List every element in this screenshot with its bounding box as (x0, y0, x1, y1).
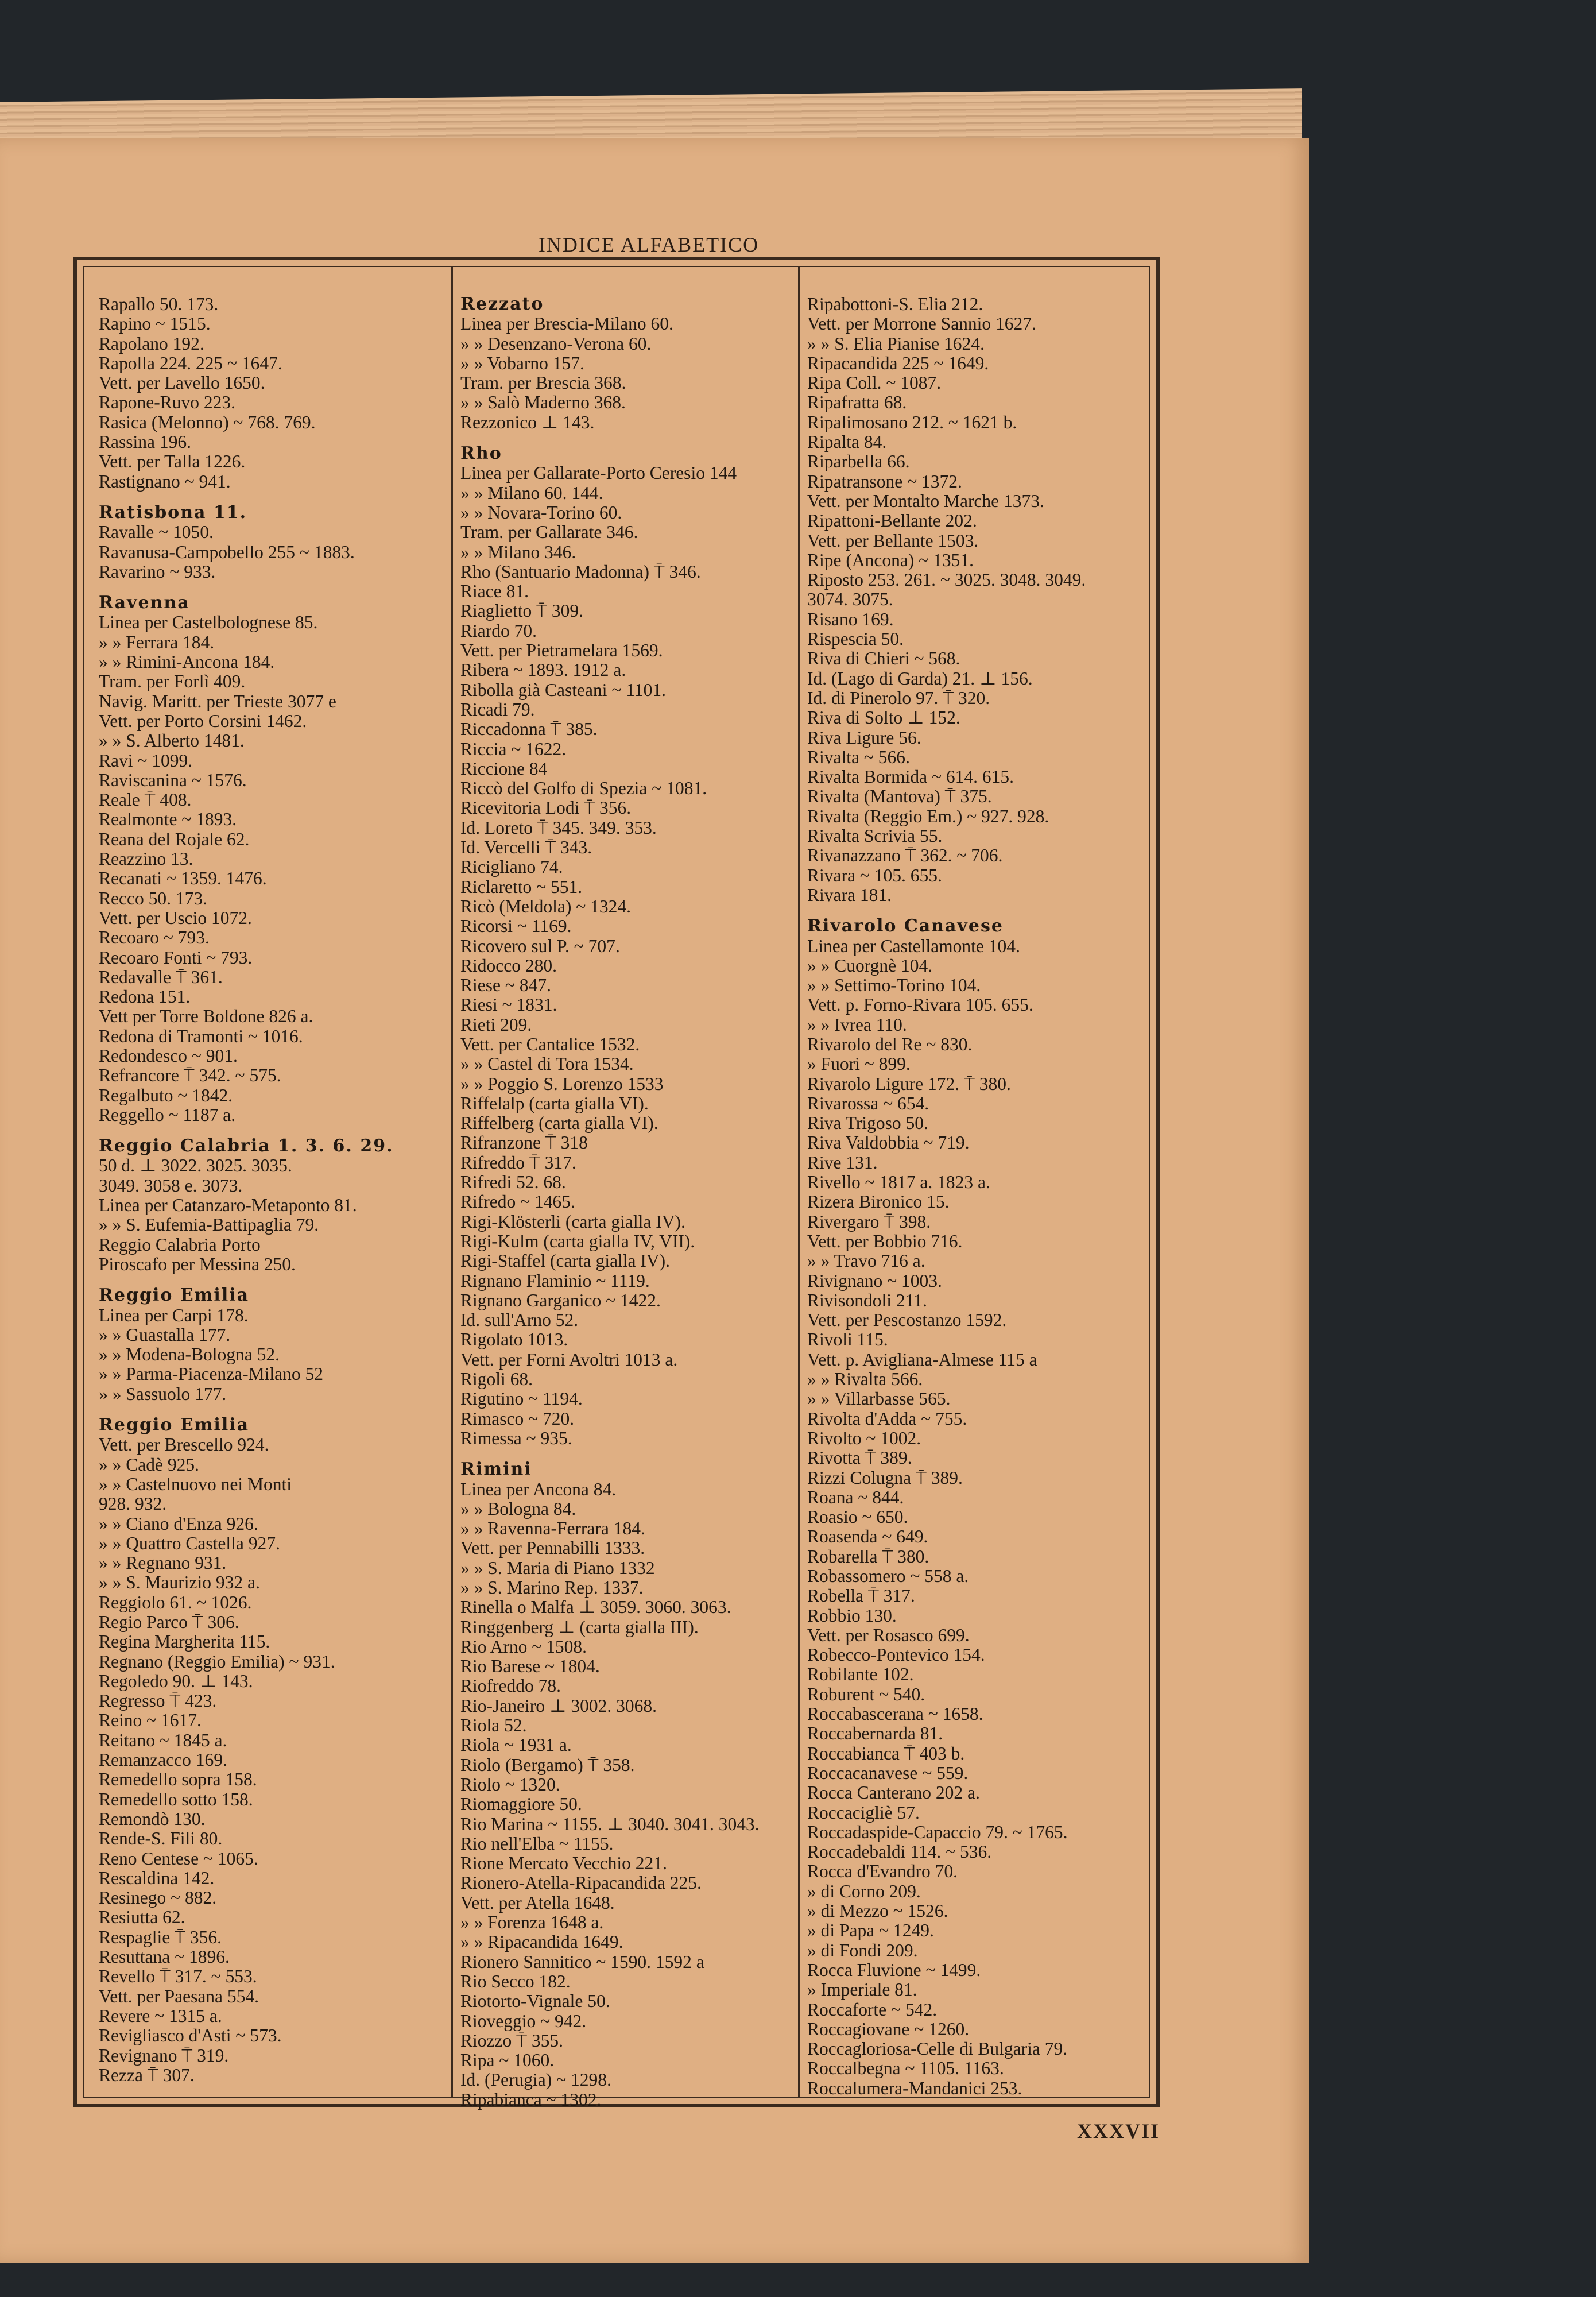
index-entry: Robassomero ~ 558 a. (807, 1566, 969, 1586)
index-entry: » di Papa ~ 1249. (807, 1920, 934, 1941)
index-entry: Vett. per Rosasco 699. (807, 1625, 970, 1645)
index-entry: Rezzonico ⊥ 143. (460, 412, 595, 432)
index-entry: Roccadaspide-Capaccio 79. ~ 1765. (807, 1822, 1068, 1842)
index-entry: » » Ferrara 184. (99, 632, 215, 652)
index-entry: » » Desenzano-Verona 60. (460, 333, 652, 354)
index-entry: Resuttana ~ 1896. (99, 1947, 230, 1967)
index-entry: Reggello ~ 1187 a. (99, 1104, 236, 1125)
index-entry: Ratisbona 11. (99, 502, 247, 523)
index-entry: Tram. per Forlì 409. (99, 671, 246, 692)
index-entry: Riparbella 66. (807, 451, 910, 472)
index-entry: Linea per Gallarate-Porto Ceresio 144 (460, 463, 737, 484)
index-entry: Ricò (Meldola) ~ 1324. (460, 896, 631, 917)
index-entry: Riozzo ⍑ 355. (460, 2030, 563, 2051)
index-entry: Rifredo ~ 1465. (460, 1192, 575, 1212)
index-entry: Rio Barese ~ 1804. (460, 1656, 600, 1677)
index-entry: Riccò del Golfo di Spezia ~ 1081. (460, 778, 707, 799)
index-entry: Revello ⍑ 317. ~ 553. (99, 1966, 257, 1987)
index-entry: » » Quattro Castella 927. (99, 1533, 280, 1553)
index-entry: Vett. per Forni Avoltri 1013 a. (460, 1349, 678, 1370)
index-entry: Vett. per Morrone Sannio 1627. (807, 314, 1036, 334)
index-entry: Roccacanavese ~ 559. (807, 1762, 969, 1783)
index-entry: Robella ⍑ 317. (807, 1586, 915, 1606)
index-entry: Ribolla già Casteani ~ 1101. (460, 679, 666, 700)
index-entry (807, 905, 1157, 917)
index-entry: Rispescia 50. (807, 629, 904, 649)
index-entry: » » Forenza 1648 a. (460, 1912, 604, 1933)
index-entry: Realmonte ~ 1893. (99, 809, 237, 830)
index-entry: Riomaggiore 50. (460, 1794, 582, 1815)
index-entry: » di Fondi 209. (807, 1940, 918, 1960)
index-entry: Reino ~ 1617. (99, 1710, 202, 1731)
index-entry: Rigoli 68. (460, 1369, 533, 1390)
index-entry: 928. 932. (99, 1494, 167, 1514)
index-entry: Rivalta (Reggio Em.) ~ 927. 928. (807, 806, 1049, 826)
index-entry: » » Villarbasse 565. (807, 1389, 951, 1409)
index-entry: Remanzacco 169. (99, 1750, 227, 1770)
index-entry: Resiutta 62. (99, 1907, 185, 1928)
index-entry: Reana del Rojale 62. (99, 829, 250, 849)
index-entry: Vett. per Lavello 1650. (99, 373, 265, 393)
index-entry: Ripa ~ 1060. (460, 2050, 555, 2071)
index-entry: Riccadonna ⍑ 385. (460, 719, 598, 740)
index-entry: Roccalbegna ~ 1105. 1163. (807, 2058, 1004, 2079)
index-entry: » » Salò Maderno 368. (460, 392, 626, 413)
index-entry: Ricigliano 74. (460, 857, 563, 877)
index-entry: Rio Secco 182. (460, 1971, 571, 1991)
index-entry: Riofreddo 78. (460, 1676, 561, 1696)
index-entry: Regio Parco ⍑ 306. (99, 1612, 239, 1632)
index-entry: Remedello sotto 158. (99, 1789, 253, 1809)
index-entry: Recco 50. 173. (99, 888, 207, 908)
index-entry: Ravalle ~ 1050. (99, 522, 214, 543)
index-entry: Riesi ~ 1831. (460, 995, 557, 1015)
index-entry: Vett. per Atella 1648. (460, 1892, 615, 1913)
index-entry: Tram. per Gallarate 346. (460, 522, 638, 543)
index-entry: Id. sull'Arno 52. (460, 1310, 579, 1331)
index-entry: Ridocco 280. (460, 955, 557, 976)
index-entry: Riffelberg (carta gialla VI). (460, 1113, 658, 1134)
index-entry: Reitano ~ 1845 a. (99, 1730, 227, 1750)
index-entry: Id. Loreto ⍑ 345. 349. 353. (460, 817, 657, 838)
index-entry: Linea per Catanzaro-Metaponto 81. (99, 1195, 357, 1216)
index-entry: Rioveggio ~ 942. (460, 2010, 587, 2031)
index-entry: » » Cuorgnè 104. (807, 955, 933, 976)
index-entry: Vett. per Pietramelara 1569. (460, 640, 663, 661)
index-entry: Revignano ⍑ 319. (99, 2045, 229, 2066)
index-entry: Reggiolo 61. ~ 1026. (99, 1592, 252, 1612)
index-entry: Rivarolo Ligure 172. ⍑ 380. (807, 1073, 1011, 1094)
index-entry: Rivara ~ 105. 655. (807, 865, 942, 885)
index-entry: » » Poggio S. Lorenzo 1533 (460, 1073, 664, 1094)
index-entry (99, 492, 449, 503)
index-entry: Rignano Flaminio ~ 1119. (460, 1270, 650, 1291)
index-entry: Roccagiovane ~ 1260. (807, 2018, 970, 2039)
index-entry: Rassina 196. (99, 432, 191, 453)
index-entry: Roccabernarda 81. (807, 1723, 943, 1744)
index-entry: Rio nell'Elba ~ 1155. (460, 1833, 614, 1854)
index-entry: Ravenna (99, 593, 190, 613)
index-entry: Ripafratta 68. (807, 392, 907, 413)
index-entry: Ravanusa-Campobello 255 ~ 1883. (99, 542, 355, 562)
index-entry: Riva Ligure 56. (807, 727, 921, 748)
index-entry: Ravarino ~ 933. (99, 561, 216, 582)
index-entry: Rescaldina 142. (99, 1867, 215, 1888)
index-entry: Rivolto ~ 1002. (807, 1428, 921, 1448)
index-entry: » » Settimo-Torino 104. (807, 975, 981, 996)
index-entry (460, 1448, 811, 1460)
index-entry (99, 1404, 449, 1416)
index-entry: Roccagloriosa-Celle di Bulgaria 79. (807, 2039, 1068, 2059)
index-entry: » » S. Elia Pianise 1624. (807, 333, 985, 354)
index-entry: Riva di Chieri ~ 568. (807, 648, 960, 669)
index-entry: Rifreddo ⍑ 317. (460, 1152, 576, 1173)
index-entry: Reggio Emilia (99, 1285, 250, 1306)
index-entry: Rivisondoli 211. (807, 1290, 927, 1310)
index-entry: Rezza ⍑ 307. (99, 2064, 195, 2085)
index-entry: Reazzino 13. (99, 849, 193, 869)
index-entry: Navig. Maritt. per Trieste 3077 e (99, 691, 336, 711)
index-entry: Ripatransone ~ 1372. (807, 471, 962, 492)
index-entry (99, 1125, 449, 1136)
index-entry: Riclaretto ~ 551. (460, 876, 583, 897)
index-entry: 50 d. ⊥ 3022. 3025. 3035. (99, 1155, 292, 1176)
index-entry: Rigi-Klösterli (carta gialla IV). (460, 1211, 685, 1232)
index-column-1 (99, 294, 449, 2085)
index-entry: » di Corno 209. (807, 1881, 921, 1901)
index-entry: Rastignano ~ 941. (99, 471, 231, 492)
index-entry: Resinego ~ 882. (99, 1888, 217, 1908)
index-entry: Rapallo 50. 173. (99, 294, 219, 314)
index-entry: Rionero-Atella-Ripacandida 225. (460, 1873, 702, 1893)
index-entry: Regalbuto ~ 1842. (99, 1085, 233, 1105)
index-entry: Reggio Calabria 1. 3. 6. 29. (99, 1136, 394, 1157)
index-entry: Ricorsi ~ 1169. (460, 916, 572, 937)
index-entry: Riola ~ 1931 a. (460, 1735, 572, 1755)
index-entry: » » Castelnuovo nei Monti (99, 1474, 292, 1494)
index-entry: Regoledo 90. ⊥ 143. (99, 1670, 253, 1691)
index-entry: Rende-S. Fili 80. (99, 1828, 223, 1849)
index-entry: » » Ivrea 110. (807, 1014, 907, 1035)
index-entry: Rinella o Malfa ⊥ 3059. 3060. 3063. (460, 1597, 731, 1618)
index-entry: Rivarolo del Re ~ 830. (807, 1034, 973, 1054)
index-entry: Vett. per Cantalice 1532. (460, 1034, 640, 1054)
index-entry: » » Vobarno 157. (460, 353, 584, 373)
index-entry: » » Cadè 925. (99, 1454, 199, 1475)
index-entry: » » Regnano 931. (99, 1553, 227, 1573)
index-entry: Raviscanina ~ 1576. (99, 769, 247, 790)
index-entry: 3074. 3075. (807, 589, 893, 610)
index-entry: Ripabottoni-S. Elia 212. (807, 294, 983, 314)
index-entry: Id. Vercelli ⍑ 343. (460, 837, 592, 858)
index-entry: Vett. per Paesana 554. (99, 1986, 259, 2006)
index-entry: Risano 169. (807, 609, 894, 629)
index-entry: Rimasco ~ 720. (460, 1408, 575, 1429)
index-entry: » » Castel di Tora 1534. (460, 1054, 634, 1074)
index-entry: Ripattoni-Bellante 202. (807, 511, 977, 531)
index-entry: Rivara 181. (807, 884, 892, 905)
index-entry: Vett. per Bobbio 716. (807, 1231, 963, 1251)
index-entry: Rieti 209. (460, 1014, 532, 1035)
index-entry: Reggio Emilia (99, 1415, 250, 1436)
index-entry: Vett. per Bellante 1503. (807, 530, 979, 551)
index-entry: Vett. per Porto Corsini 1462. (99, 710, 307, 731)
index-entry: Roccalumera-Mandanici 253. (807, 2078, 1022, 2098)
index-entry: Regina Margherita 115. (99, 1631, 270, 1652)
index-entry: Revigliasco d'Asti ~ 573. (99, 2025, 282, 2046)
index-entry: Id. di Pinerolo 97. ⍑ 320. (807, 687, 990, 708)
index-entry: Rivalta Bormida ~ 614. 615. (807, 767, 1014, 787)
index-entry: Rizzi Colugna ⍑ 389. (807, 1467, 963, 1488)
index-entry: Rapolano 192. (99, 333, 204, 354)
index-entry: Redona di Tramonti ~ 1016. (99, 1026, 303, 1046)
index-entry: Rivarossa ~ 654. (807, 1093, 929, 1113)
index-entry: Ripa Coll. ~ 1087. (807, 373, 942, 393)
index-entry: Ripalimosano 212. ~ 1621 b. (807, 412, 1017, 432)
index-entry: Roccacigliè 57. (807, 1802, 920, 1823)
index-entry: Rapino ~ 1515. (99, 314, 211, 334)
index-entry: Ricadi 79. (460, 699, 535, 720)
index-entry: Rivergaro ⍑ 398. (807, 1211, 931, 1232)
index-entry: Riese ~ 847. (460, 975, 551, 996)
index-entry: Riccione 84 (460, 758, 548, 779)
index-entry: Rezzato (460, 294, 544, 314)
index-entry: Rio Arno ~ 1508. (460, 1636, 587, 1657)
index-entry: Rive 131. (807, 1152, 878, 1173)
index-entry: Regresso ⍑ 423. (99, 1691, 217, 1711)
index-entry: Ribera ~ 1893. 1912 a. (460, 660, 626, 680)
index-entry: » » S. Maurizio 932 a. (99, 1572, 260, 1593)
index-entry: Rivalta Scrivia 55. (807, 826, 943, 846)
index-entry: » » Milano 346. (460, 542, 576, 562)
index-entry: Riolo (Bergamo) ⍑ 358. (460, 1754, 635, 1775)
column-divider (451, 266, 453, 2098)
index-entry: Ripabianca ~ 1302. (460, 2089, 602, 2110)
index-entry: Roana ~ 844. (807, 1487, 904, 1507)
index-entry: Roccadebaldi 114. ~ 536. (807, 1842, 992, 1862)
index-entry: Regnano (Reggio Emilia) ~ 931. (99, 1651, 335, 1672)
index-entry: » » S. Eufemia-Battipaglia 79. (99, 1215, 319, 1235)
index-entry: » » Rivalta 566. (807, 1369, 923, 1390)
index-entry (99, 582, 449, 593)
index-entry: Rivello ~ 1817 a. 1823 a. (807, 1172, 990, 1193)
index-entry: Linea per Brescia-Milano 60. (460, 314, 673, 334)
index-entry: » » Modena-Bologna 52. (99, 1344, 280, 1365)
index-entry: Rocca Canterano 202 a. (807, 1782, 980, 1803)
index-entry: Rionero Sannitico ~ 1590. 1592 a (460, 1951, 704, 1972)
index-entry: Piroscafo per Messina 250. (99, 1254, 296, 1274)
index-entry: Rivalta ~ 566. (807, 747, 910, 767)
index-entry: Rivoli 115. (807, 1329, 888, 1350)
index-entry: Redondesco ~ 901. (99, 1045, 238, 1066)
index-entry: Rigutino ~ 1194. (460, 1389, 583, 1409)
index-entry: » » Milano 60. 144. (460, 482, 603, 503)
index-entry: Rio Marina ~ 1155. ⊥ 3040. 3041. 3043. (460, 1813, 760, 1834)
page-number: XXXVII (1076, 2120, 1160, 2143)
index-entry: Recanati ~ 1359. 1476. (99, 868, 267, 889)
index-entry: » » Rimini-Ancona 184. (99, 652, 275, 672)
index-entry: Linea per Carpi 178. (99, 1305, 249, 1325)
index-entry: » » S. Alberto 1481. (99, 730, 245, 751)
index-entry: » » Sassuolo 177. (99, 1383, 227, 1404)
index-entry (99, 1274, 449, 1286)
index-entry: Redona 151. (99, 987, 191, 1007)
index-entry: Vett. per Pescostanzo 1592. (807, 1310, 1007, 1331)
index-entry: » » Parma-Piacenza-Milano 52 (99, 1364, 323, 1385)
index-entry (460, 432, 811, 444)
index-entry: Ravi ~ 1099. (99, 750, 193, 771)
index-entry: Rigi-Staffel (carta gialla IV). (460, 1251, 671, 1271)
index-entry: Linea per Ancona 84. (460, 1479, 617, 1499)
index-entry: Linea per Castelbolognese 85. (99, 612, 318, 633)
index-entry: Ripacandida 225 ~ 1649. (807, 353, 989, 373)
index-entry: Linea per Castellamonte 104. (807, 935, 1020, 956)
index-entry: Rifranzone ⍑ 318 (460, 1132, 588, 1153)
index-entry: » Fuori ~ 899. (807, 1054, 911, 1074)
index-entry: Rasica (Melonno) ~ 768. 769. (99, 412, 316, 432)
index-entry: Rigolato 1013. (460, 1329, 568, 1350)
index-entry: Roccabascerana ~ 1658. (807, 1704, 983, 1724)
index-entry: » » S. Maria di Piano 1332 (460, 1557, 655, 1578)
index-entry: Rivolta d'Adda ~ 755. (807, 1408, 967, 1429)
index-entry: Rivotta ⍑ 389. (807, 1448, 912, 1468)
index-frame (73, 257, 1160, 2110)
index-entry: Respaglie ⍑ 356. (99, 1927, 222, 1947)
index-entry: Rho (460, 443, 502, 464)
index-entry: » » S. Marino Rep. 1337. (460, 1577, 644, 1598)
index-entry: Rho (Santuario Madonna) ⍑ 346. (460, 561, 701, 582)
index-entry: Vett. per Brescello 924. (99, 1434, 269, 1455)
running-header: INDICE ALFABETICO (538, 233, 760, 256)
index-entry: Riola 52. (460, 1715, 527, 1736)
index-entry: » » Ravenna-Ferrara 184. (460, 1518, 645, 1539)
index-entry: Rocca Fluvione ~ 1499. (807, 1959, 981, 1980)
index-entry: Ricevitoria Lodi ⍑ 356. (460, 798, 632, 818)
index-entry: 3049. 3058 e. 3073. (99, 1175, 243, 1196)
index-entry: Rapone-Ruvo 223. (99, 392, 235, 413)
index-entry: Rivalta (Mantova) ⍑ 375. (807, 786, 992, 807)
index-entry: Vett per Torre Boldone 826 a. (99, 1006, 313, 1027)
index-entry: Rivignano ~ 1003. (807, 1270, 942, 1291)
index-entry: Ripalta 84. (807, 432, 887, 453)
index-entry: Reggio Calabria Porto (99, 1234, 261, 1255)
index-entry: Roccaforte ~ 542. (807, 1999, 938, 2020)
index-entry: Revere ~ 1315 a. (99, 2005, 222, 2026)
index-entry: Vett. per Talla 1226. (99, 451, 246, 472)
index-entry: Ricovero sul P. ~ 707. (460, 935, 620, 956)
index-entry: Riva di Solto ⊥ 152. (807, 707, 960, 728)
index-entry: Remedello sopra 158. (99, 1769, 257, 1790)
index-entry: Roccabianca ⍑ 403 b. (807, 1743, 965, 1764)
index-entry: Riva Trigoso 50. (807, 1113, 928, 1134)
index-entry: » » Ripacandida 1649. (460, 1932, 623, 1952)
index-entry: Robilante 102. (807, 1664, 914, 1685)
index-entry: » » Novara-Torino 60. (460, 502, 622, 523)
index-entry: Rizera Bironico 15. (807, 1192, 950, 1212)
index-entry: Riaglietto ⍑ 309. (460, 601, 584, 621)
index-entry: Roburent ~ 540. (807, 1684, 925, 1704)
index-entry: Vett. per Uscio 1072. (99, 907, 252, 928)
index-entry: Robarella ⍑ 380. (807, 1546, 929, 1567)
index-entry: Redavalle ⍑ 361. (99, 966, 223, 987)
index-entry: Tram. per Brescia 368. (460, 373, 626, 393)
index-entry: Riardo 70. (460, 620, 537, 641)
index-column-2 (460, 294, 811, 2110)
index-entry: Rifredi 52. 68. (460, 1172, 566, 1193)
index-entry: Riccia ~ 1622. (460, 738, 567, 759)
index-entry: Vett. per Montalto Marche 1373. (807, 490, 1044, 511)
index-entry: Rocca d'Evandro 70. (807, 1861, 958, 1882)
index-entry: Roasenda ~ 649. (807, 1526, 928, 1547)
index-entry: » » Guastalla 177. (99, 1324, 231, 1345)
index-entry: Riace 81. (460, 581, 529, 602)
index-entry: Roasio ~ 650. (807, 1507, 908, 1528)
index-entry: Recoaro Fonti ~ 793. (99, 947, 253, 968)
index-entry: Vett. p. Avigliana-Almese 115 a (807, 1349, 1037, 1370)
index-entry: Rivanazzano ⍑ 362. ~ 706. (807, 845, 1003, 866)
index-entry: » » Travo 716 a. (807, 1251, 925, 1271)
index-entry: Vett. p. Forno-Rivara 105. 655. (807, 995, 1033, 1015)
index-column-3 (807, 294, 1157, 2098)
index-entry: Id. (Perugia) ~ 1298. (460, 2070, 611, 2090)
index-entry: Refrancore ⍑ 342. ~ 575. (99, 1065, 281, 1086)
index-entry: Remondò 130. (99, 1808, 206, 1829)
index-entry: Reno Centese ~ 1065. (99, 1848, 258, 1869)
index-entry: Rapolla 224. 225 ~ 1647. (99, 353, 282, 373)
index-entry: Id. (Lago di Garda) 21. ⊥ 156. (807, 668, 1033, 689)
index-entry: Riolo ~ 1320. (460, 1774, 560, 1795)
index-entry: Rione Mercato Vecchio 221. (460, 1853, 667, 1874)
index-entry: Rivarolo Canavese (807, 916, 1004, 937)
index-entry: Rimessa ~ 935. (460, 1428, 572, 1448)
index-entry: Riva Valdobbia ~ 719. (807, 1132, 970, 1153)
index-entry: Rio-Janeiro ⊥ 3002. 3068. (460, 1695, 657, 1716)
index-entry: Robbio 130. (807, 1605, 897, 1626)
index-entry: Rimini (460, 1459, 532, 1480)
index-entry: Riotorto-Vignale 50. (460, 1991, 610, 2012)
index-entry: » » Ciano d'Enza 926. (99, 1513, 258, 1534)
index-entry: Ripe (Ancona) ~ 1351. (807, 550, 974, 570)
index-entry: Riffelalp (carta gialla VI). (460, 1093, 649, 1113)
index-entry: Rignano Garganico ~ 1422. (460, 1290, 661, 1310)
index-entry: Rigi-Kulm (carta gialla IV, VII). (460, 1231, 695, 1251)
index-entry: » Imperiale 81. (807, 1979, 917, 2000)
index-entry: Ringgenberg ⊥ (carta gialla III). (460, 1617, 699, 1637)
index-entry: Robecco-Pontevico 154. (807, 1645, 985, 1665)
index-entry: Reale ⍑ 408. (99, 790, 192, 810)
index-entry: Recoaro ~ 793. (99, 927, 210, 948)
index-entry: Vett. per Pennabilli 1333. (460, 1538, 645, 1559)
index-entry: » di Mezzo ~ 1526. (807, 1901, 948, 1921)
index-entry: Riposto 253. 261. ~ 3025. 3048. 3049. (807, 570, 1086, 590)
index-entry: » » Bologna 84. (460, 1498, 576, 1519)
